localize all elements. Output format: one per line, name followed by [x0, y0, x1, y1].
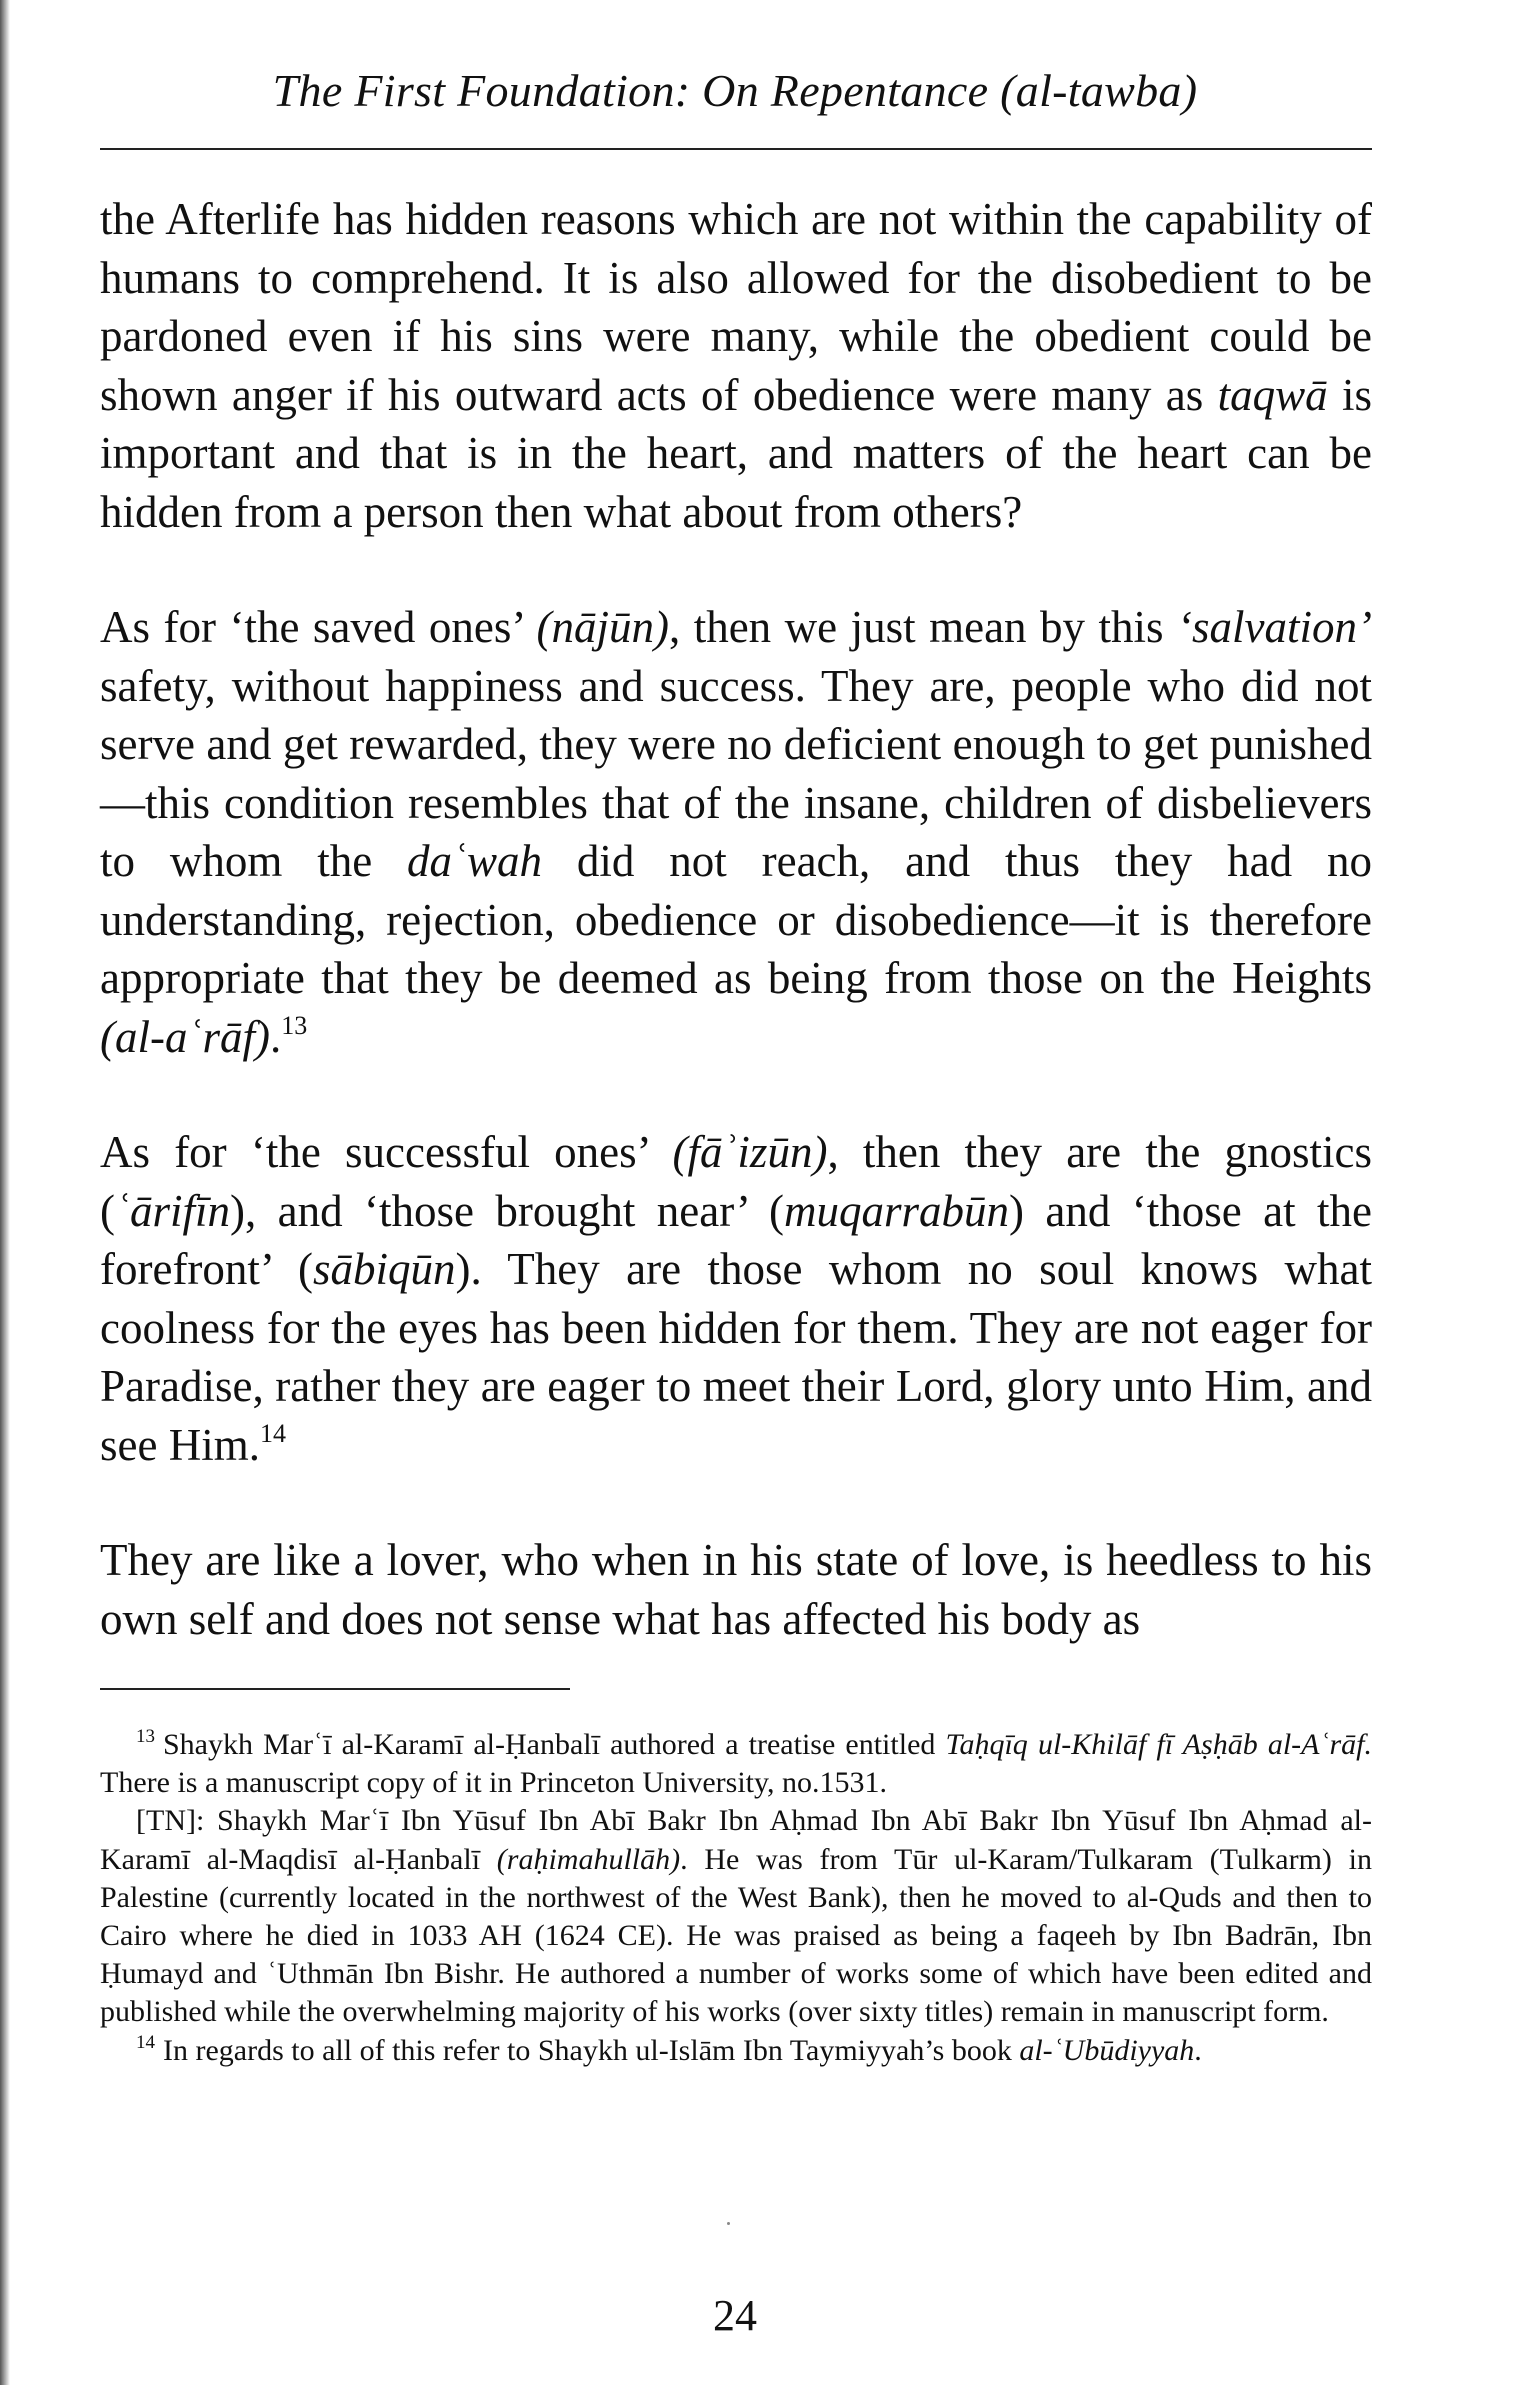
italic-term: (raḥimahullāh)	[496, 1842, 681, 1876]
text-run: the Afterlife has hidden reasons which are not within the capability of humans to comprehend. It is also allowed for the disobedient to be pardoned even if his sins were many, while the obedient could be shown anger if his outward acts of obedience were many as	[100, 194, 1372, 420]
italic-term: (fāʾizūn)	[672, 1127, 828, 1177]
italic-title: Taḥqīq ul-Khilāf fī Aṣḥāb al-Aʿrāf.	[945, 1728, 1372, 1761]
text-run: As for ‘the saved ones’	[100, 602, 537, 652]
translator-note	[100, 1802, 1372, 2031]
italic-term: ʿārifīn	[115, 1185, 231, 1236]
italic-term: daʿwah	[407, 836, 543, 886]
binding-shadow	[0, 0, 10, 2385]
footnote-number: 13	[136, 1726, 155, 1747]
text-run: . He was from Tūr ul-Karam/Tulkaram (Tulkarm) in Palestine (currently located in the northwest of the West Bank), then he moved to al-Quds and then to Cairo where he died in 1033 AH (1624 CE). He was praised as being a faqeeh by Ibn Badrān, Ibn Ḥumayd and ʿUthmān Ibn Bishr. He authored a number of works some of which have been edited and published while the overwhelming majority of his works (over sixty titles) remain in manuscript form.	[100, 1842, 1372, 2029]
paragraph-4	[100, 1531, 1372, 1648]
text-run: is important and that is in the heart, and matters of the heart can be hidden from a person then what about from others?	[100, 369, 1372, 537]
text-run: ) and ‘those at the forefront’ (	[100, 1185, 1372, 1294]
text-run: There is a manuscript copy of it in Princeton University, no.1531.	[100, 1766, 888, 1800]
text-run: ), and ‘those brought near’ (	[230, 1185, 784, 1236]
running-head: The First Foundation: On Repentance (al-tawba)	[272, 65, 1198, 116]
footnote-13	[100, 1726, 1372, 1802]
text-run: , then they are the gnostics (	[100, 1127, 1372, 1236]
text-run: did not reach, and thus they had no understanding, rejection, obedience or disobedience—it is therefore appropriate that they be deemed as being from those on the Heights	[100, 836, 1372, 1003]
text-run: [TN]: Shaykh Marʿī Ibn Yūsuf Ibn Abī Bakr Ibn Aḥmad Ibn Abī Bakr Ibn Yūsuf Ibn Aḥmad al-Karamī al-Maqdisī al-Ḥanbalī	[100, 1804, 1372, 1876]
page-number: 24	[713, 2291, 757, 2340]
header-rule	[100, 148, 1372, 150]
footnote-14	[100, 2032, 1372, 2070]
footnote-number: 14	[136, 2031, 155, 2053]
italic-term: muqarrabūn	[783, 1185, 1009, 1236]
italic-term: sābiqūn	[312, 1244, 456, 1294]
footnotes	[100, 1726, 1372, 2070]
text-run: In regards to all of this refer to Shaykh ul-Islām Ibn Taymiyyah’s book	[163, 2033, 1020, 2067]
body-text	[100, 190, 1372, 1648]
italic-term: (al-aʿrāf)	[100, 1011, 270, 1062]
italic-term: ‘salvation’	[1177, 602, 1373, 652]
italic-term: (nājūn)	[536, 602, 669, 652]
paragraph-2	[100, 598, 1372, 1066]
footnote-ref-13[interactable]: 13	[281, 1010, 308, 1040]
text-run: ). They are those whom no soul knows what coolness for the eyes has been hidden for them. They are not eager for Paradise, rather they are eager to meet their Lord, glory unto Him, and see Him.	[100, 1244, 1372, 1470]
text-run: , then we just mean by this	[668, 602, 1178, 652]
text-run: .	[1194, 2033, 1202, 2067]
text-run: As for ‘the successful ones’	[100, 1127, 673, 1177]
text-run: Shaykh Marʿī al-Karamī al-Ḥanbalī authored a treatise entitled	[163, 1728, 946, 1761]
paragraph-1	[100, 190, 1372, 541]
text-run: They are like a lover, who when in his state of love, is heedless to his own self and does not sense what has affected his body as	[100, 1535, 1372, 1644]
text-run: safety, without happiness and success. They are, people who did not serve and get rewarded, they were no deficient enough to get punished—this condition resembles that of the insane, children of disbelievers to whom the	[100, 660, 1372, 886]
print-speck	[727, 2222, 730, 2225]
text-run: .	[269, 1011, 282, 1062]
footnote-ref-14[interactable]: 14	[259, 1418, 286, 1448]
italic-term: taqwā	[1217, 369, 1328, 420]
italic-title: al-ʿUbūdiyyah	[1019, 2033, 1195, 2067]
paragraph-3	[100, 1123, 1372, 1474]
footnote-rule	[100, 1688, 570, 1690]
